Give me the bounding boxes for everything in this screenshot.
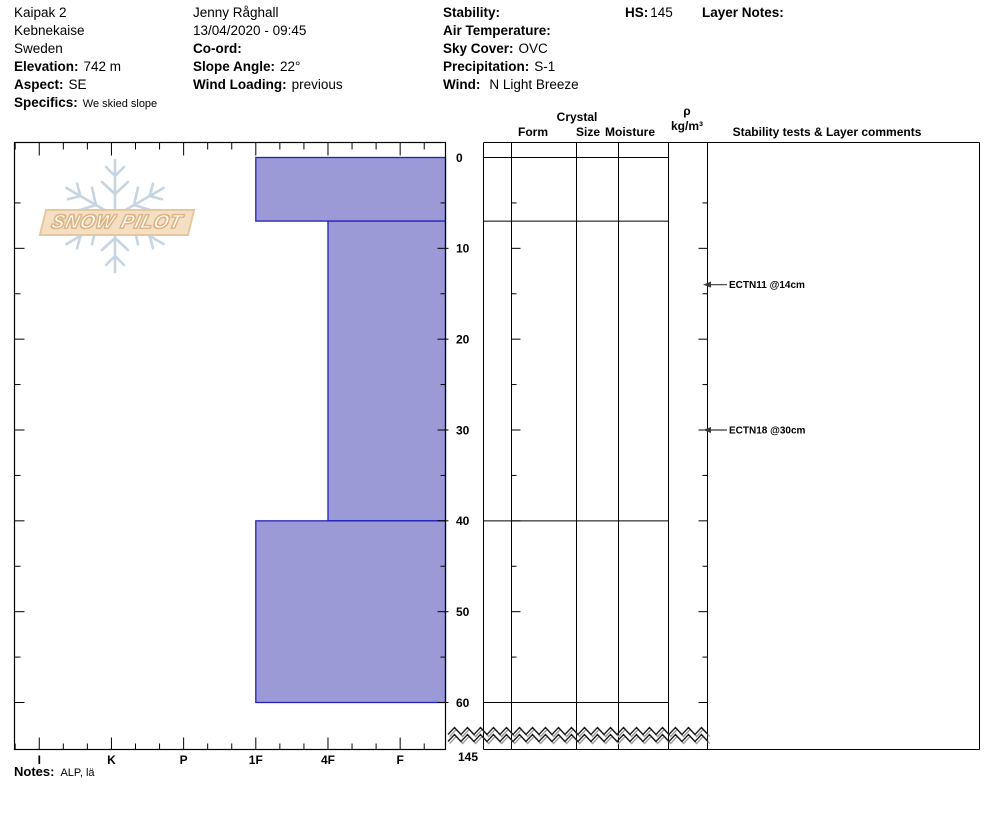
pit-country: Sweden — [14, 41, 63, 56]
pit-name: Kaipak 2 — [14, 5, 67, 20]
hs-value: 145 — [650, 5, 673, 20]
notes-row — [14, 764, 95, 779]
svg-text:I: I — [37, 753, 41, 767]
sky-cover-value: OVC — [518, 41, 548, 56]
svg-text:0: 0 — [456, 150, 463, 165]
pit-region: Kebnekaise — [14, 23, 85, 38]
observation-datetime: 13/04/2020 - 09:45 — [193, 23, 307, 38]
specifics-value: We skied slope — [82, 98, 158, 110]
logo-text: SNOW PILOT — [49, 211, 185, 233]
svg-text:4F: 4F — [320, 753, 335, 767]
col-header-density-symbol: ρ — [683, 104, 691, 118]
notes-value: ALP, lä — [60, 767, 95, 779]
hs-label: HS: — [625, 5, 649, 20]
svg-text:30: 30 — [456, 423, 470, 438]
col-header-size: Size — [575, 125, 601, 139]
svg-text:145: 145 — [458, 750, 479, 764]
elevation-value: 742 m — [83, 59, 122, 74]
svg-text:20: 20 — [456, 332, 470, 347]
wind-loading-label: Wind Loading: — [193, 77, 287, 92]
svg-text:P: P — [179, 753, 188, 767]
wind-loading-value: previous — [291, 77, 343, 92]
slope-angle-value: 22° — [280, 59, 301, 74]
layer-notes-label: Layer Notes: — [702, 5, 784, 20]
precip-value: S-1 — [534, 59, 556, 74]
wind-label: Wind: — [443, 77, 481, 92]
col-header-form: Form — [518, 125, 548, 139]
specifics-label: Specifics: — [14, 95, 78, 110]
svg-text:K: K — [107, 753, 116, 767]
stability-label: Stability: — [443, 5, 501, 20]
col-header-moisture: Moisture — [604, 125, 656, 139]
layer-bars — [256, 158, 446, 703]
sky-cover-label: Sky Cover: — [443, 41, 514, 56]
svg-text:ECTN11 @14cm: ECTN11 @14cm — [729, 280, 805, 292]
coord-label: Co-ord: — [193, 41, 242, 56]
notes-label: Notes: — [14, 764, 55, 779]
col-header-crystal: Crystal — [556, 110, 598, 124]
svg-text:F: F — [396, 753, 404, 767]
table-grid — [484, 143, 980, 750]
aspect-value: SE — [68, 77, 87, 92]
svg-text:ECTN18 @30cm: ECTN18 @30cm — [729, 425, 806, 437]
svg-text:50: 50 — [456, 604, 470, 619]
wind-value: N Light Breeze — [489, 77, 579, 92]
observer-name: Jenny Råghall — [193, 5, 279, 20]
slope-angle-label: Slope Angle: — [193, 59, 276, 74]
col-header-density-units: kg/m³ — [670, 119, 704, 133]
svg-text:10: 10 — [456, 241, 470, 256]
svg-text:40: 40 — [456, 514, 470, 529]
svg-text:1F: 1F — [248, 753, 263, 767]
air-temp-label: Air Temperature: — [443, 23, 551, 38]
svg-text:60: 60 — [456, 695, 470, 710]
aspect-label: Aspect: — [14, 77, 64, 92]
depth-break-zigzag — [448, 728, 710, 744]
col-header-comments: Stability tests & Layer comments — [732, 125, 922, 139]
stability-test-annotations — [703, 280, 806, 436]
precip-label: Precipitation: — [443, 59, 530, 74]
elevation-label: Elevation: — [14, 59, 79, 74]
